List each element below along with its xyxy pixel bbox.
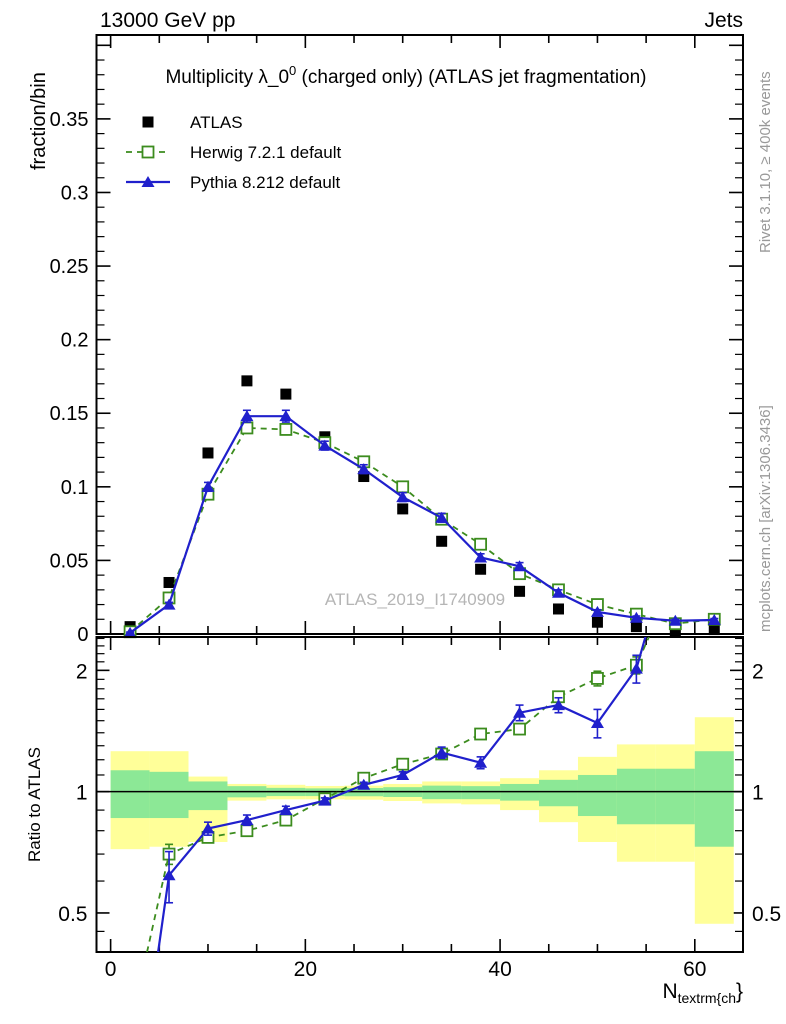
analysis-group-label: Jets [704,9,743,32]
svg-text:0.1: 0.1 [60,476,89,499]
svg-text:2: 2 [752,660,764,684]
svg-text:1: 1 [75,781,88,805]
uncertainty-bands [111,717,734,924]
band-green [111,770,150,818]
svg-text:0.05: 0.05 [49,550,89,573]
svg-text:0.15: 0.15 [49,403,89,426]
band-green [695,751,734,847]
legend-label: Pythia 8.212 default [190,173,341,192]
ratio-yaxis-title: Ratio to ATLAS [25,747,44,862]
mcplots-caption: mcplots.cern.ch [arXiv:1306.3436] [757,405,774,632]
rivet-version-caption: Rivet 3.1.10, ≥ 400k events [757,71,774,253]
main-yaxis-title: fraction/bin [28,72,50,170]
band-green [189,781,228,810]
legend-label: ATLAS [190,113,243,132]
legend [126,113,341,192]
main-panel [50,35,743,646]
svg-text:0.2: 0.2 [60,329,89,352]
svg-text:20: 20 [293,958,318,981]
svg-text:0.5: 0.5 [58,902,88,926]
svg-text:60: 60 [683,958,707,981]
band-green [150,772,189,818]
xaxis-title: Ntextrm{ch} [662,980,743,1006]
svg-text:1: 1 [752,781,764,805]
legend-item [126,173,341,192]
beam-label: 13000 GeV pp [100,9,236,32]
band-green [539,780,578,806]
band-green [578,775,617,816]
band-green [461,786,500,799]
band-green [617,769,656,825]
svg-text:0: 0 [77,624,89,646]
plot-title: Multiplicity $\lambda\_0^0$ (charged only) (ATLAS jet fragmentation) [165,63,647,88]
legend-item [143,113,243,132]
legend-item [126,143,341,162]
svg-text:0.25: 0.25 [49,256,89,279]
svg-text:0.5: 0.5 [752,902,782,926]
band-green [656,769,695,825]
legend-label: Herwig 7.2.1 default [190,143,342,162]
svg-text:40: 40 [488,958,512,981]
main-frame [50,35,743,646]
svg-text:0: 0 [104,958,117,981]
watermark-analysis-id: ATLAS_2019_I1740909 [324,590,506,609]
svg-text:0.35: 0.35 [49,108,89,131]
svg-text:2: 2 [75,660,88,684]
svg-text:0.3: 0.3 [60,182,89,205]
